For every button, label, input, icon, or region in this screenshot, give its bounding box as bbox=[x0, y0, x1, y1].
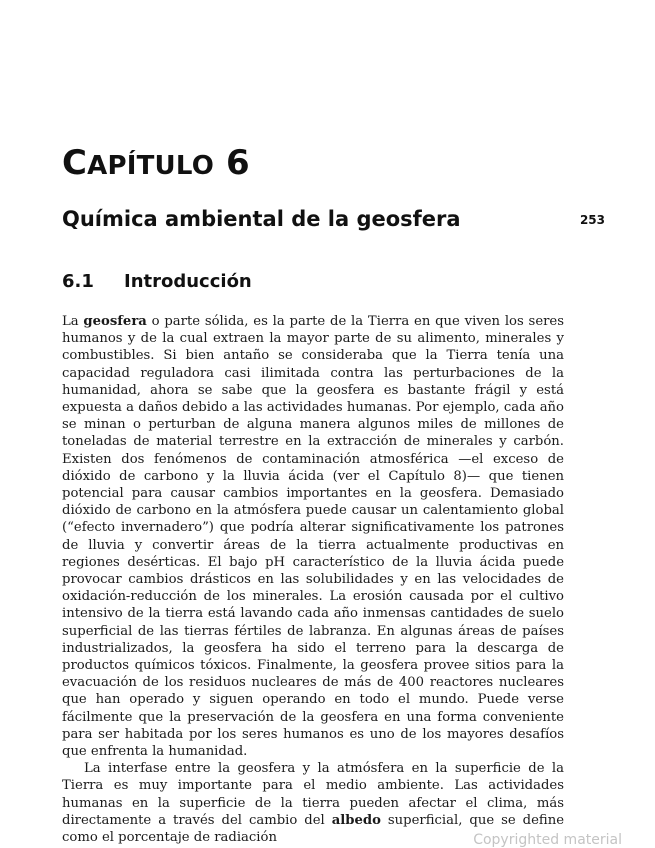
page-number: 253 bbox=[579, 213, 605, 227]
chapter-title: Química ambiental de la geosfera bbox=[62, 207, 461, 231]
chapter-heading bbox=[62, 137, 250, 192]
chapter-initial: C bbox=[62, 143, 88, 183]
paragraph-text: La bbox=[62, 314, 84, 329]
body-text bbox=[62, 313, 564, 846]
term-albedo: albedo bbox=[331, 812, 381, 828]
paragraph-text: La interfase entre la geosfera y la atmósfera en la superficie de la Tierra es muy importante para el medio ambiente. Las actividades humanas en la superficie de la tierra pueden afectar el clima, más directamente a través del cambio del bbox=[62, 761, 564, 828]
paragraph bbox=[62, 313, 564, 760]
section-title: Introducción bbox=[124, 271, 252, 292]
section-number: 6.1 bbox=[62, 271, 94, 292]
chapter-word: APÍTULO bbox=[87, 151, 214, 181]
paragraph-text: superficial, que se define como el porcentaje de radiación bbox=[62, 812, 564, 846]
term-geosfera: geosfera bbox=[83, 314, 147, 329]
section-heading bbox=[62, 268, 252, 296]
paragraph-text: o parte sólida, es la parte de la Tierra en que viven los seres humanos y de la cual extraen la mayor parte de su alimento, minerales y combustibles. Si bien antaño se consideraba que la Tierra tenía una capacidad reguladora casi ilimitada contra las perturbaciones de la humanidad, ahora se sabe que la geosfera es bastante frágil y está expuesta a daños debido a las actividades humanas. Por ejemplo, cada año se minan o perturban de alguna manera algunos miles de millones de toneladas de material terrestre en la extracción de minerales y carbón. Existen dos fenómenos de contaminación atmosférica —el exceso de dióxido de carbono y la lluvia ácida (ver el Capítulo 8)— que tienen potencial para causar cambios importantes en la geosfera. Demasiado dióxido de carbono en la atmósfera puede causar un calentamiento global (“efecto invernadero”) que podría alterar significativamente los patrones de lluvia y convertir áreas de la tierra actualmente productivas en regiones desérticas. El bajo pH característico de la lluvia ácida puede provocar cambios drásticos en las solubilidades y en las velocidades de oxidación-reducción de los minerales. La erosión causada por el cultivo intensivo de la tierra está lavando cada año inmensas cantidades de suelo superficial de las tierras fértiles de labranza. En algunas áreas de países industrializados, la geosfera ha sido el terreno para la descarga de productos químicos tóxicos. Finalmente, la geosfera provee sitios para la evacuación de los residuos nucleares de más de 400 reactores nucleares que han operado y siguen operando en todo el mundo. Puede verse fácilmente que la preservación de la geosfera en una forma conveniente para ser habitada por los seres humanos es uno de los mayores desafíos que enfrenta la humanidad. bbox=[62, 314, 565, 760]
chapter-number: 6 bbox=[226, 143, 250, 183]
copyright-watermark: Copyrighted material bbox=[473, 832, 622, 848]
